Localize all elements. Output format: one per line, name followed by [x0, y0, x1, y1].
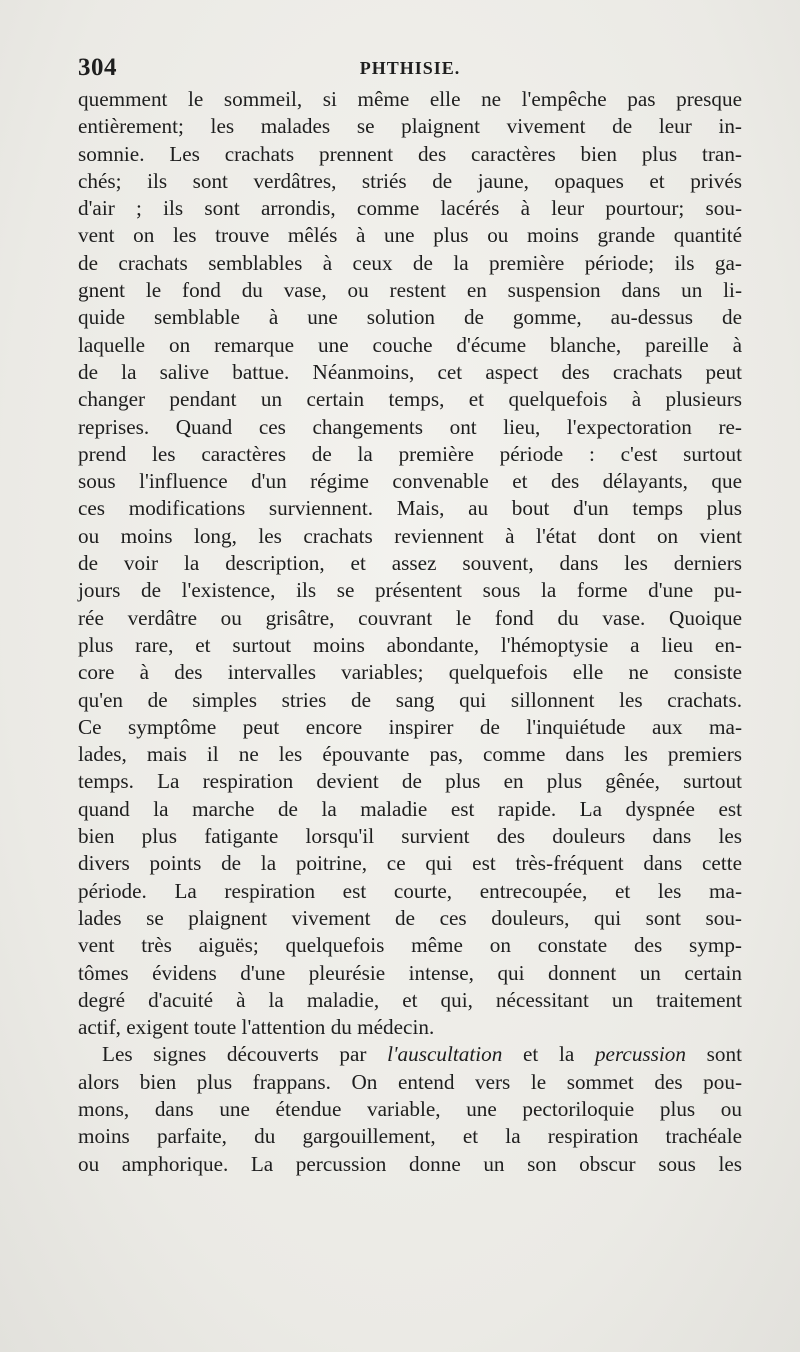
text-line: gnent le fond du vase, ou restent en suspension dans un li-: [78, 278, 742, 303]
text-line: degré d'acuité à la maladie, et qui, nécessitant un traitement: [78, 987, 742, 1012]
text-line: reprises. Quand ces changements ont lieu, l'expectoration re-: [78, 414, 742, 439]
text-run: sont: [685, 1042, 742, 1067]
text-line: de voir la description, et assez souvent, dans les derniers: [78, 551, 742, 576]
text-line: quand la marche de la maladie est rapide. La dyspnée est: [78, 796, 742, 821]
body-text: [78, 86, 742, 1178]
text-line: somnie. Les crachats prennent des caractères bien plus tran-: [78, 141, 742, 166]
text-line: quemment le sommeil, si même elle ne l'empêche pas presque: [78, 87, 742, 111]
text-line: période. La respiration est courte, entrecoupée, et les ma-: [78, 878, 742, 903]
text-line: alors bien plus frappans. On entend vers le sommet des pou-: [78, 1069, 742, 1094]
italic-term-percussion: percussion: [594, 1042, 686, 1067]
text-line: entièrement; les malades se plaignent vivement de leur in-: [78, 114, 742, 139]
text-line: chés; ils sont verdâtres, striés de jaune, opaques et privés: [78, 168, 742, 193]
text-line: lades, mais il ne les épouvante pas, comme dans les premiers: [78, 742, 742, 767]
text-line: ces modifications surviennent. Mais, au bout d'un temps plus: [78, 496, 742, 521]
text-line: tômes évidens d'une pleurésie intense, qui donnent un certain: [78, 960, 742, 985]
text-line: quide semblable à une solution de gomme, au-dessus de: [78, 305, 742, 330]
text-line: d'air ; ils sont arrondis, comme lacérés à leur pourtour; sou-: [78, 196, 742, 221]
text-line: prend les caractères de la première période : c'est surtout: [78, 441, 742, 466]
paragraph-end-line: actif, exigent toute l'attention du médecin.: [78, 1015, 435, 1040]
text-line: changer pendant un certain temps, et quelquefois à plusieurs: [78, 387, 742, 412]
text-line: plus rare, et surtout moins abondante, l'hémoptysie a lieu en-: [78, 632, 742, 657]
text-line: vent très aiguës; quelquefois même on constate des symp-: [78, 933, 742, 958]
text-line: core à des intervalles variables; quelquefois elle ne consiste: [78, 660, 742, 685]
text-line: qu'en de simples stries de sang qui sillonnent les crachats.: [78, 687, 742, 712]
running-header: [78, 54, 742, 84]
text-line: mons, dans une étendue variable, une pectoriloquie plus ou: [78, 1096, 742, 1121]
text-line: laquelle on remarque une couche d'écume blanche, pareille à: [78, 332, 742, 357]
text-line: bien plus fatigante lorsqu'il survient des douleurs dans les: [78, 824, 742, 849]
text-line: ou moins long, les crachats reviennent à l'état dont on vient: [78, 523, 742, 548]
page-number: 304: [78, 54, 117, 81]
text-line: Ce symptôme peut encore inspirer de l'inquiétude aux ma-: [78, 714, 742, 739]
running-title: PHTHISIE.: [359, 58, 461, 78]
text-line: rée verdâtre ou grisâtre, couvrant le fond du vase. Quoique: [78, 605, 742, 630]
italic-term-auscultation: l'auscultation: [387, 1042, 503, 1067]
text-line: divers points de la poitrine, ce qui est très-fréquent dans cette: [78, 851, 742, 876]
text-line: de crachats semblables à ceux de la première période; ils ga-: [78, 250, 742, 275]
text-line: ou amphorique. La percussion donne un son obscur sous les: [78, 1151, 742, 1176]
text-line: moins parfaite, du gargouillement, et la respiration trachéale: [78, 1124, 742, 1149]
paragraph-start-line: [78, 1041, 742, 1068]
text-line: de la salive battue. Néanmoins, cet aspect des crachats peut: [78, 359, 742, 384]
text-line: sous l'influence d'un régime convenable et des délayants, que: [78, 469, 742, 494]
text-line: jours de l'existence, ils se présentent sous la forme d'une pu-: [78, 578, 742, 603]
text-line: temps. La respiration devient de plus en plus gênée, surtout: [78, 769, 742, 794]
text-line: lades se plaignent vivement de ces douleurs, qui sont sou-: [78, 905, 742, 930]
text-run: Les signes découverts par: [102, 1042, 388, 1067]
text-run: et la: [502, 1042, 595, 1067]
text-line: vent on les trouve mêlés à une plus ou moins grande quantité: [78, 223, 742, 248]
